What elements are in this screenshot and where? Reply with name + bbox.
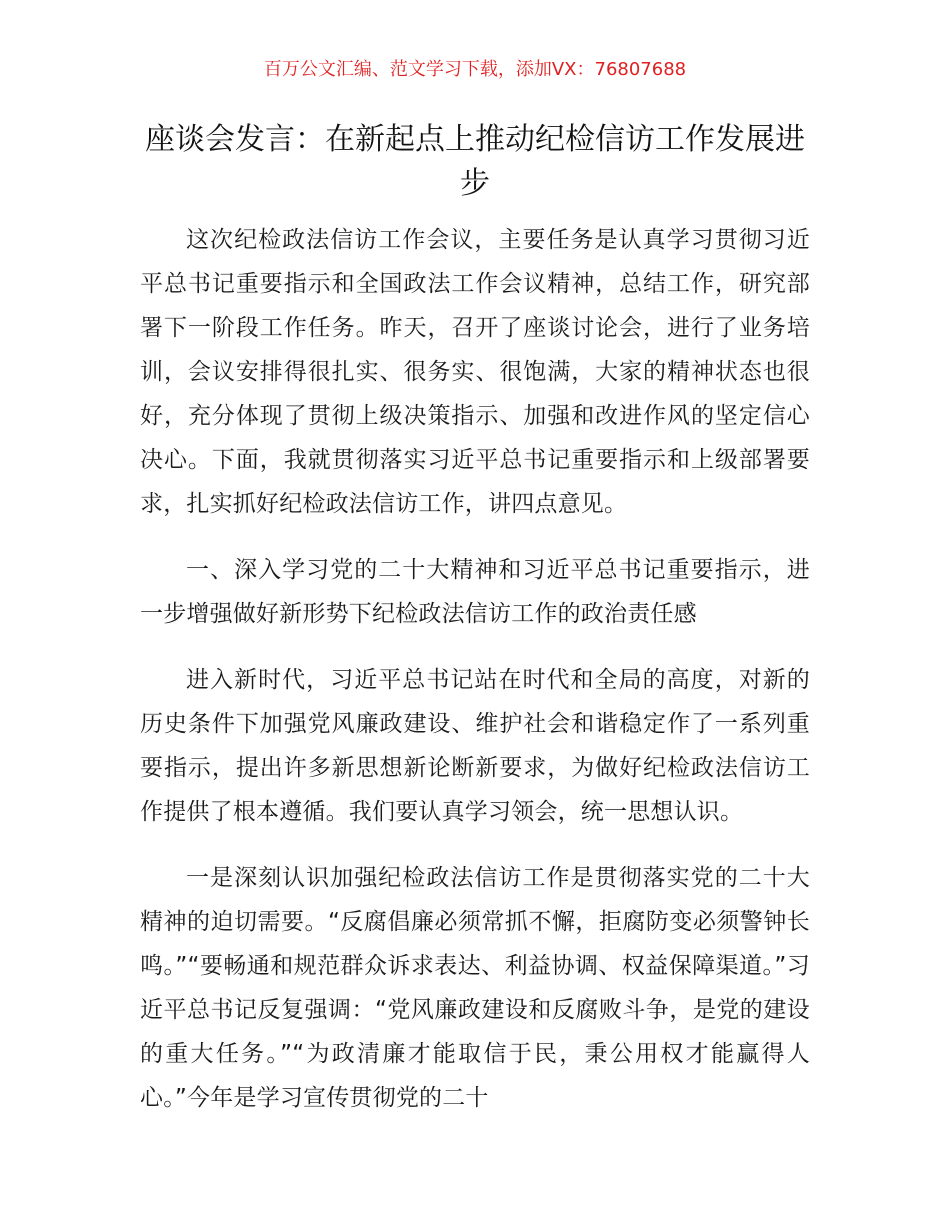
- paragraph-new-era: 进入新时代，习近平总书记站在时代和全局的高度，对新的历史条件下加强党风廉政建设、维护社会和谐稳定作了一系列重要指示，提出许多新思想新论断新要求，为做好纪检政法信访工作提供了根本遵循。我们要认真学习领会，统一思想认识。: [140, 667, 810, 825]
- document-body: [140, 218, 810, 1142]
- section-heading-1: 一、深入学习党的二十大精神和习近平总书记重要指示，进一步增强做好新形势下纪检政法信访工作的政治责任感: [140, 557, 810, 627]
- paragraph-point-one: 一是深刻认识加强纪检政法信访工作是贯彻落实党的二十大精神的迫切需要。“反腐倡廉必须常抓不懈，拒腐防变必须警钟长鸣。”“要畅通和规范群众诉求表达、利益协调、权益保障渠道。”习近平总书记反复强调：“党风廉政建设和反腐败斗争，是党的建设的重大任务。”“为政清廉才能取信于民，秉公用权才能赢得人心。”今年是学习宣传贯彻党的二十: [140, 865, 810, 1111]
- paragraph-intro: 这次纪检政法信访工作会议，主要任务是认真学习贯彻习近平总书记重要指示和全国政法工作会议精神，总结工作，研究部署下一阶段工作任务。昨天，召开了座谈讨论会，进行了业务培训，会议安排得很扎实、很务实、很饱满，大家的精神状态也很好，充分体现了贯彻上级决策指示、加强和改进作风的坚定信心决心。下面，我就贯彻落实习近平总书记重要指示和上级部署要求，扎实抓好纪检政法信访工作，讲四点意见。: [140, 227, 810, 517]
- document-title: 座谈会发言：在新起点上推动纪检信访工作发展进步: [145, 122, 805, 201]
- promo-header: 百万公文汇编、范文学习下载，添加VX：76807688: [263, 59, 687, 80]
